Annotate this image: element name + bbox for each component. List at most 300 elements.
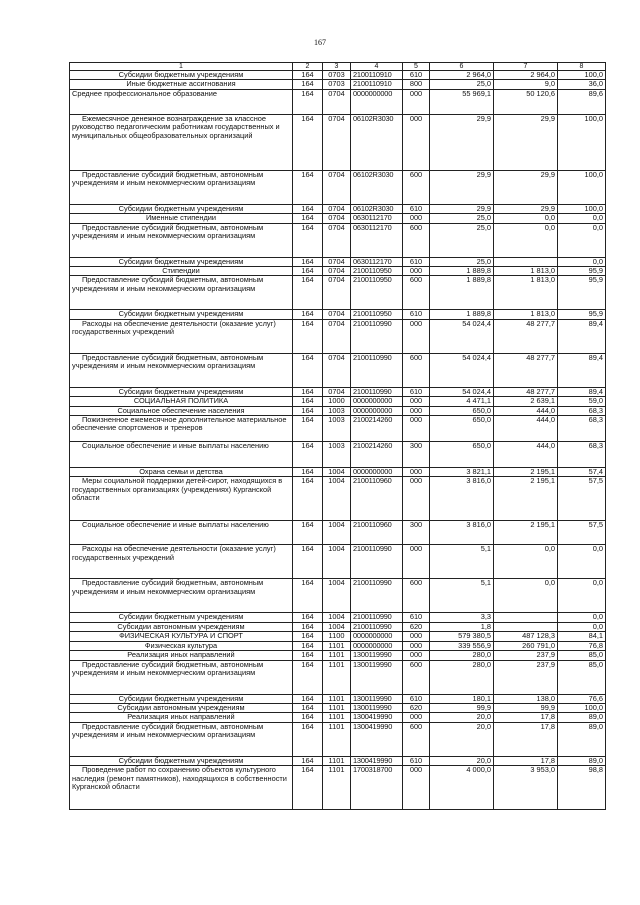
row-planned-amount: 3 816,0 <box>430 521 494 545</box>
row-admin-code: 164 <box>293 545 323 579</box>
row-target-article: 06102R3030 <box>351 170 403 204</box>
row-execution-percent: 95,9 <box>558 276 606 310</box>
table-row <box>70 257 606 266</box>
row-expense-type: 600 <box>403 722 430 756</box>
row-executed-amount: 487 128,3 <box>494 632 558 641</box>
row-name: Социальное обеспечение и иные выплаты населению <box>70 442 293 468</box>
row-name: ФИЗИЧЕСКАЯ КУЛЬТУРА И СПОРТ <box>70 632 293 641</box>
row-expense-type: 000 <box>403 651 430 660</box>
header-cell-section: 3 <box>323 63 351 71</box>
row-planned-amount: 339 556,9 <box>430 641 494 650</box>
row-admin-code: 164 <box>293 694 323 703</box>
row-name: Охрана семьи и детства <box>70 468 293 477</box>
row-section-code: 1101 <box>323 703 351 712</box>
row-execution-percent: 57,4 <box>558 468 606 477</box>
row-section-code: 1003 <box>323 442 351 468</box>
row-name: Предоставление субсидий бюджетным, автономным учреждениям и иным некоммерческим организациям <box>70 353 293 387</box>
row-expense-type: 600 <box>403 579 430 613</box>
row-planned-amount: 579 380,5 <box>430 632 494 641</box>
row-executed-amount <box>494 613 558 622</box>
row-admin-code: 164 <box>293 319 323 353</box>
row-execution-percent: 84,1 <box>558 632 606 641</box>
table-row <box>70 694 606 703</box>
row-execution-percent: 0,0 <box>558 613 606 622</box>
row-section-code: 1101 <box>323 660 351 694</box>
row-execution-percent: 100,0 <box>558 204 606 213</box>
row-section-code: 1101 <box>323 713 351 722</box>
table-row <box>70 416 606 442</box>
row-section-code: 1004 <box>323 521 351 545</box>
row-target-article: 06102R3030 <box>351 114 403 170</box>
header-cell-name: 1 <box>70 63 293 71</box>
row-admin-code: 164 <box>293 521 323 545</box>
row-execution-percent: 89,4 <box>558 353 606 387</box>
page-number: 167 <box>314 38 326 47</box>
row-name: Субсидии автономным учреждениям <box>70 703 293 712</box>
row-planned-amount: 54 024,4 <box>430 387 494 396</box>
header-row <box>70 63 606 71</box>
row-executed-amount: 1 813,0 <box>494 310 558 319</box>
table-row <box>70 756 606 765</box>
row-admin-code: 164 <box>293 713 323 722</box>
row-target-article: 0630112170 <box>351 214 403 223</box>
row-executed-amount: 2 195,1 <box>494 477 558 521</box>
row-target-article: 2100110950 <box>351 310 403 319</box>
row-target-article: 2100110910 <box>351 71 403 80</box>
row-executed-amount: 444,0 <box>494 416 558 442</box>
row-admin-code: 164 <box>293 170 323 204</box>
row-expense-type: 610 <box>403 694 430 703</box>
row-executed-amount: 29,9 <box>494 114 558 170</box>
row-name: Проведение работ по сохранению объектов культурного наследия (ремонт памятников), находящихся в собственности Курганской области <box>70 766 293 810</box>
row-target-article: 2100110960 <box>351 477 403 521</box>
row-name: Предоставление субсидий бюджетным, автономным учреждениям и иным некоммерческим организациям <box>70 722 293 756</box>
row-name: Меры социальной поддержки детей-сирот, находящихся в государственных организациях (учреждениях) Курганской области <box>70 477 293 521</box>
row-executed-amount: 0,0 <box>494 214 558 223</box>
row-section-code: 1004 <box>323 613 351 622</box>
row-target-article: 2100110960 <box>351 521 403 545</box>
table-row <box>70 80 606 89</box>
row-planned-amount: 1 889,8 <box>430 276 494 310</box>
table-row <box>70 319 606 353</box>
row-expense-type: 300 <box>403 442 430 468</box>
row-name: Именные стипендии <box>70 214 293 223</box>
row-execution-percent: 100,0 <box>558 703 606 712</box>
budget-table <box>69 62 606 810</box>
row-target-article: 2100110990 <box>351 579 403 613</box>
row-name: Расходы на обеспечение деятельности (оказание услуг) государственных учреждений <box>70 545 293 579</box>
row-executed-amount: 260 791,0 <box>494 641 558 650</box>
row-name: СОЦИАЛЬНАЯ ПОЛИТИКА <box>70 397 293 406</box>
table-row <box>70 267 606 276</box>
row-name: Иные бюджетные ассигнования <box>70 80 293 89</box>
row-admin-code: 164 <box>293 442 323 468</box>
row-target-article: 0000000000 <box>351 406 403 415</box>
row-execution-percent: 100,0 <box>558 114 606 170</box>
row-executed-amount: 48 277,7 <box>494 387 558 396</box>
row-section-code: 1000 <box>323 397 351 406</box>
row-planned-amount: 29,9 <box>430 204 494 213</box>
row-execution-percent: 100,0 <box>558 71 606 80</box>
row-execution-percent: 85,0 <box>558 651 606 660</box>
row-admin-code: 164 <box>293 613 323 622</box>
row-admin-code: 164 <box>293 651 323 660</box>
row-planned-amount: 650,0 <box>430 406 494 415</box>
header-cell-vr: 5 <box>403 63 430 71</box>
row-name: Социальное обеспечение населения <box>70 406 293 415</box>
table-row <box>70 713 606 722</box>
row-executed-amount: 17,8 <box>494 722 558 756</box>
row-executed-amount: 17,8 <box>494 756 558 765</box>
row-target-article: 1300419990 <box>351 713 403 722</box>
row-expense-type: 620 <box>403 622 430 631</box>
row-name: Предоставление субсидий бюджетным, автономным учреждениям и иным некоммерческим организациям <box>70 660 293 694</box>
row-admin-code: 164 <box>293 223 323 257</box>
row-expense-type: 610 <box>403 613 430 622</box>
row-execution-percent: 95,9 <box>558 267 606 276</box>
row-name: Субсидии бюджетным учреждениям <box>70 387 293 396</box>
table-row <box>70 545 606 579</box>
row-section-code: 0704 <box>323 89 351 114</box>
row-name: Пожизненное ежемесячное дополнительное материальное обеспечение спортсменов и тренеров <box>70 416 293 442</box>
table-row <box>70 468 606 477</box>
row-target-article: 2100110990 <box>351 545 403 579</box>
row-name: Стипендии <box>70 267 293 276</box>
row-target-article: 0000000000 <box>351 89 403 114</box>
row-expense-type: 610 <box>403 71 430 80</box>
row-target-article: 2100110990 <box>351 622 403 631</box>
row-section-code: 1101 <box>323 651 351 660</box>
table-row <box>70 521 606 545</box>
table-row <box>70 406 606 415</box>
row-planned-amount: 3,3 <box>430 613 494 622</box>
row-section-code: 0704 <box>323 214 351 223</box>
table-row <box>70 71 606 80</box>
row-name: Субсидии бюджетным учреждениям <box>70 71 293 80</box>
row-admin-code: 164 <box>293 214 323 223</box>
table-row <box>70 442 606 468</box>
row-expense-type: 610 <box>403 310 430 319</box>
row-execution-percent: 89,6 <box>558 89 606 114</box>
row-target-article: 1300419990 <box>351 722 403 756</box>
row-expense-type: 600 <box>403 223 430 257</box>
row-planned-amount: 55 969,1 <box>430 89 494 114</box>
row-executed-amount: 48 277,7 <box>494 353 558 387</box>
table-row <box>70 204 606 213</box>
row-execution-percent: 95,9 <box>558 310 606 319</box>
table-row <box>70 651 606 660</box>
row-executed-amount: 2 639,1 <box>494 397 558 406</box>
row-admin-code: 164 <box>293 387 323 396</box>
row-executed-amount: 1 813,0 <box>494 267 558 276</box>
row-expense-type: 000 <box>403 114 430 170</box>
row-expense-type: 600 <box>403 660 430 694</box>
row-planned-amount: 20,0 <box>430 722 494 756</box>
row-name: Субсидии автономным учреждениям <box>70 622 293 631</box>
row-executed-amount: 29,9 <box>494 204 558 213</box>
row-expense-type: 300 <box>403 521 430 545</box>
row-admin-code: 164 <box>293 257 323 266</box>
row-planned-amount: 25,0 <box>430 257 494 266</box>
row-expense-type: 610 <box>403 387 430 396</box>
row-section-code: 1004 <box>323 545 351 579</box>
row-admin-code: 164 <box>293 468 323 477</box>
row-expense-type: 000 <box>403 214 430 223</box>
row-executed-amount: 48 277,7 <box>494 319 558 353</box>
row-planned-amount: 29,9 <box>430 114 494 170</box>
row-target-article: 0000000000 <box>351 641 403 650</box>
row-planned-amount: 280,0 <box>430 651 494 660</box>
row-executed-amount: 9,0 <box>494 80 558 89</box>
row-planned-amount: 4 000,0 <box>430 766 494 810</box>
row-expense-type: 000 <box>403 406 430 415</box>
row-planned-amount: 20,0 <box>430 756 494 765</box>
row-admin-code: 164 <box>293 579 323 613</box>
row-section-code: 0703 <box>323 80 351 89</box>
row-target-article: 1700318700 <box>351 766 403 810</box>
row-execution-percent: 59,0 <box>558 397 606 406</box>
row-executed-amount: 99,9 <box>494 703 558 712</box>
row-expense-type: 000 <box>403 89 430 114</box>
row-executed-amount: 29,9 <box>494 170 558 204</box>
row-expense-type: 000 <box>403 397 430 406</box>
row-planned-amount: 29,9 <box>430 170 494 204</box>
row-executed-amount: 138,0 <box>494 694 558 703</box>
row-section-code: 1100 <box>323 632 351 641</box>
row-section-code: 1101 <box>323 756 351 765</box>
row-expense-type: 000 <box>403 545 430 579</box>
row-section-code: 1101 <box>323 694 351 703</box>
row-executed-amount: 444,0 <box>494 442 558 468</box>
row-execution-percent: 0,0 <box>558 545 606 579</box>
row-target-article: 1300119990 <box>351 651 403 660</box>
row-expense-type: 000 <box>403 766 430 810</box>
row-name: Реализация иных направлений <box>70 651 293 660</box>
row-section-code: 1004 <box>323 579 351 613</box>
row-expense-type: 000 <box>403 267 430 276</box>
row-executed-amount <box>494 622 558 631</box>
row-expense-type: 800 <box>403 80 430 89</box>
row-executed-amount: 2 964,0 <box>494 71 558 80</box>
row-planned-amount: 99,9 <box>430 703 494 712</box>
row-section-code: 1004 <box>323 468 351 477</box>
row-execution-percent: 89,0 <box>558 713 606 722</box>
row-name: Ежемесячное денежное вознаграждение за классное руководство педагогическим работникам государственных и муниципальных общеобразовательных организаций <box>70 114 293 170</box>
row-section-code: 1003 <box>323 416 351 442</box>
table-row <box>70 632 606 641</box>
row-admin-code: 164 <box>293 632 323 641</box>
row-executed-amount: 2 195,1 <box>494 468 558 477</box>
row-section-code: 0704 <box>323 387 351 396</box>
row-admin-code: 164 <box>293 756 323 765</box>
row-executed-amount <box>494 257 558 266</box>
row-name: Предоставление субсидий бюджетным, автономным учреждениям и иным некоммерческим организациям <box>70 223 293 257</box>
header-cell-csr: 4 <box>351 63 403 71</box>
row-planned-amount: 3 816,0 <box>430 477 494 521</box>
row-planned-amount: 1,8 <box>430 622 494 631</box>
row-execution-percent: 57,5 <box>558 477 606 521</box>
row-target-article: 2100110990 <box>351 387 403 396</box>
row-planned-amount: 25,0 <box>430 223 494 257</box>
table-row <box>70 114 606 170</box>
row-expense-type: 000 <box>403 632 430 641</box>
row-section-code: 1101 <box>323 641 351 650</box>
row-name: Предоставление субсидий бюджетным, автономным учреждениям и иным некоммерческим организациям <box>70 170 293 204</box>
row-target-article: 2100110910 <box>351 80 403 89</box>
row-planned-amount: 54 024,4 <box>430 353 494 387</box>
table-row <box>70 214 606 223</box>
row-section-code: 1004 <box>323 477 351 521</box>
row-expense-type: 000 <box>403 416 430 442</box>
row-expense-type: 610 <box>403 756 430 765</box>
row-target-article: 1300119990 <box>351 660 403 694</box>
row-expense-type: 000 <box>403 468 430 477</box>
table-row <box>70 310 606 319</box>
table-row <box>70 703 606 712</box>
row-admin-code: 164 <box>293 722 323 756</box>
row-target-article: 0000000000 <box>351 468 403 477</box>
row-execution-percent: 0,0 <box>558 622 606 631</box>
row-planned-amount: 650,0 <box>430 416 494 442</box>
row-expense-type: 000 <box>403 713 430 722</box>
row-target-article: 2100110950 <box>351 276 403 310</box>
table-row <box>70 353 606 387</box>
row-section-code: 0704 <box>323 257 351 266</box>
row-planned-amount: 2 964,0 <box>430 71 494 80</box>
row-admin-code: 164 <box>293 71 323 80</box>
row-planned-amount: 3 821,1 <box>430 468 494 477</box>
row-execution-percent: 0,0 <box>558 257 606 266</box>
row-admin-code: 164 <box>293 89 323 114</box>
row-name: Субсидии бюджетным учреждениям <box>70 756 293 765</box>
row-planned-amount: 1 889,8 <box>430 267 494 276</box>
row-execution-percent: 0,0 <box>558 223 606 257</box>
row-execution-percent: 89,4 <box>558 387 606 396</box>
row-admin-code: 164 <box>293 397 323 406</box>
row-planned-amount: 4 471,1 <box>430 397 494 406</box>
table-row <box>70 722 606 756</box>
row-executed-amount: 2 195,1 <box>494 521 558 545</box>
row-admin-code: 164 <box>293 310 323 319</box>
row-expense-type: 600 <box>403 170 430 204</box>
row-admin-code: 164 <box>293 406 323 415</box>
row-planned-amount: 25,0 <box>430 214 494 223</box>
row-admin-code: 164 <box>293 622 323 631</box>
row-admin-code: 164 <box>293 267 323 276</box>
row-executed-amount: 0,0 <box>494 545 558 579</box>
row-admin-code: 164 <box>293 204 323 213</box>
row-target-article: 2100214260 <box>351 442 403 468</box>
row-admin-code: 164 <box>293 416 323 442</box>
row-target-article: 0000000000 <box>351 632 403 641</box>
row-target-article: 1300419990 <box>351 756 403 765</box>
row-execution-percent: 100,0 <box>558 170 606 204</box>
row-name: Субсидии бюджетным учреждениям <box>70 694 293 703</box>
row-section-code: 0704 <box>323 310 351 319</box>
row-execution-percent: 0,0 <box>558 214 606 223</box>
row-planned-amount: 25,0 <box>430 80 494 89</box>
header-cell-plan: 6 <box>430 63 494 71</box>
row-name: Субсидии бюджетным учреждениям <box>70 257 293 266</box>
table-row <box>70 579 606 613</box>
table-row <box>70 766 606 810</box>
row-execution-percent: 85,0 <box>558 660 606 694</box>
row-admin-code: 164 <box>293 703 323 712</box>
row-executed-amount: 237,9 <box>494 660 558 694</box>
row-section-code: 1003 <box>323 406 351 415</box>
row-expense-type: 000 <box>403 477 430 521</box>
row-planned-amount: 650,0 <box>430 442 494 468</box>
row-executed-amount: 237,9 <box>494 651 558 660</box>
row-execution-percent: 89,4 <box>558 319 606 353</box>
row-section-code: 0704 <box>323 319 351 353</box>
row-execution-percent: 89,0 <box>558 722 606 756</box>
row-target-article: 1300119990 <box>351 694 403 703</box>
row-execution-percent: 36,0 <box>558 80 606 89</box>
table-row <box>70 387 606 396</box>
row-admin-code: 164 <box>293 276 323 310</box>
row-section-code: 0703 <box>323 71 351 80</box>
row-admin-code: 164 <box>293 353 323 387</box>
row-name: Субсидии бюджетным учреждениям <box>70 613 293 622</box>
row-name: Предоставление субсидий бюджетным, автономным учреждениям и иным некоммерческим организациям <box>70 276 293 310</box>
row-target-article: 2100110990 <box>351 613 403 622</box>
row-section-code: 0704 <box>323 276 351 310</box>
row-section-code: 0704 <box>323 204 351 213</box>
row-target-article: 2100110950 <box>351 267 403 276</box>
row-executed-amount: 0,0 <box>494 579 558 613</box>
header-cell-admin: 2 <box>293 63 323 71</box>
row-execution-percent: 57,5 <box>558 521 606 545</box>
table-row <box>70 170 606 204</box>
header-cell-pct: 8 <box>558 63 606 71</box>
row-planned-amount: 20,0 <box>430 713 494 722</box>
row-executed-amount: 444,0 <box>494 406 558 415</box>
table-row <box>70 613 606 622</box>
table-row <box>70 622 606 631</box>
row-executed-amount: 1 813,0 <box>494 276 558 310</box>
row-admin-code: 164 <box>293 641 323 650</box>
row-execution-percent: 76,6 <box>558 694 606 703</box>
row-expense-type: 000 <box>403 319 430 353</box>
table-row <box>70 276 606 310</box>
row-execution-percent: 89,0 <box>558 756 606 765</box>
row-executed-amount: 3 953,0 <box>494 766 558 810</box>
row-admin-code: 164 <box>293 766 323 810</box>
row-planned-amount: 280,0 <box>430 660 494 694</box>
header-cell-exec: 7 <box>494 63 558 71</box>
row-admin-code: 164 <box>293 114 323 170</box>
row-target-article: 0630112170 <box>351 223 403 257</box>
row-planned-amount: 5,1 <box>430 545 494 579</box>
row-expense-type: 600 <box>403 353 430 387</box>
row-section-code: 0704 <box>323 353 351 387</box>
row-admin-code: 164 <box>293 80 323 89</box>
row-target-article: 1300119990 <box>351 703 403 712</box>
row-executed-amount: 0,0 <box>494 223 558 257</box>
row-target-article: 0630112170 <box>351 257 403 266</box>
table-row <box>70 477 606 521</box>
table-row <box>70 223 606 257</box>
row-expense-type: 610 <box>403 257 430 266</box>
row-name: Субсидии бюджетным учреждениям <box>70 204 293 213</box>
row-section-code: 0704 <box>323 223 351 257</box>
row-target-article: 06102R3030 <box>351 204 403 213</box>
table-row <box>70 660 606 694</box>
row-target-article: 2100110990 <box>351 319 403 353</box>
row-execution-percent: 68,3 <box>558 442 606 468</box>
row-expense-type: 600 <box>403 276 430 310</box>
